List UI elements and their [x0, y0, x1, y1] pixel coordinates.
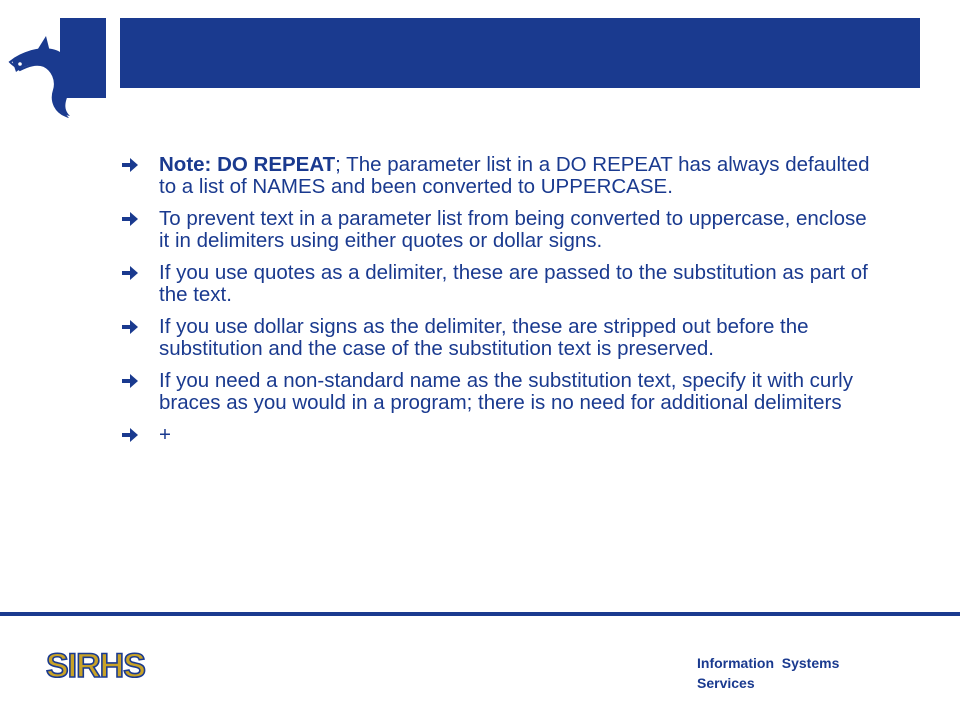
- right-arrow-icon: [122, 158, 138, 172]
- bullet-text: If you need a non-standard name as the substitution text, specify it with curly braces as you would in a program; there is no need for additional delimiters: [159, 369, 853, 414]
- footer-org-line1: Information Systems: [697, 655, 840, 671]
- bullet-item: [122, 262, 882, 306]
- bullet-item: [122, 316, 882, 360]
- slide-content: [122, 154, 882, 456]
- sirhs-logo: [44, 645, 154, 683]
- right-arrow-icon: [122, 320, 138, 334]
- bullet-item: [122, 424, 882, 446]
- right-arrow-icon: [122, 374, 138, 388]
- bullet-text: ; The parameter list in a DO REPEAT has always defaulted to a list of NAMES and been converted to UPPERCASE.: [159, 153, 870, 198]
- right-arrow-icon: [122, 266, 138, 280]
- dolphin-logo-icon: [0, 14, 110, 118]
- footer-org-line2: Services: [697, 675, 755, 691]
- footer-divider: [0, 612, 960, 616]
- header-bar: [120, 18, 920, 88]
- bullet-text: To prevent text in a parameter list from being converted to uppercase, enclose it in delimiters using either quotes or dollar signs.: [159, 207, 867, 252]
- bullet-item: [122, 208, 882, 252]
- bullet-text: +: [159, 423, 171, 446]
- bullet-text: If you use quotes as a delimiter, these are passed to the substitution as part of the text.: [159, 261, 868, 306]
- bullet-bold-text: Note: DO REPEAT: [159, 153, 336, 176]
- right-arrow-icon: [122, 428, 138, 442]
- bullet-item: [122, 370, 882, 414]
- footer-org-name: [697, 653, 897, 693]
- right-arrow-icon: [122, 212, 138, 226]
- bullet-text: If you use dollar signs as the delimiter, these are stripped out before the substitution and the case of the substitution text is preserved.: [159, 315, 809, 360]
- svg-text:SIRHS: SIRHS: [46, 647, 145, 683]
- bullet-item: [122, 154, 882, 198]
